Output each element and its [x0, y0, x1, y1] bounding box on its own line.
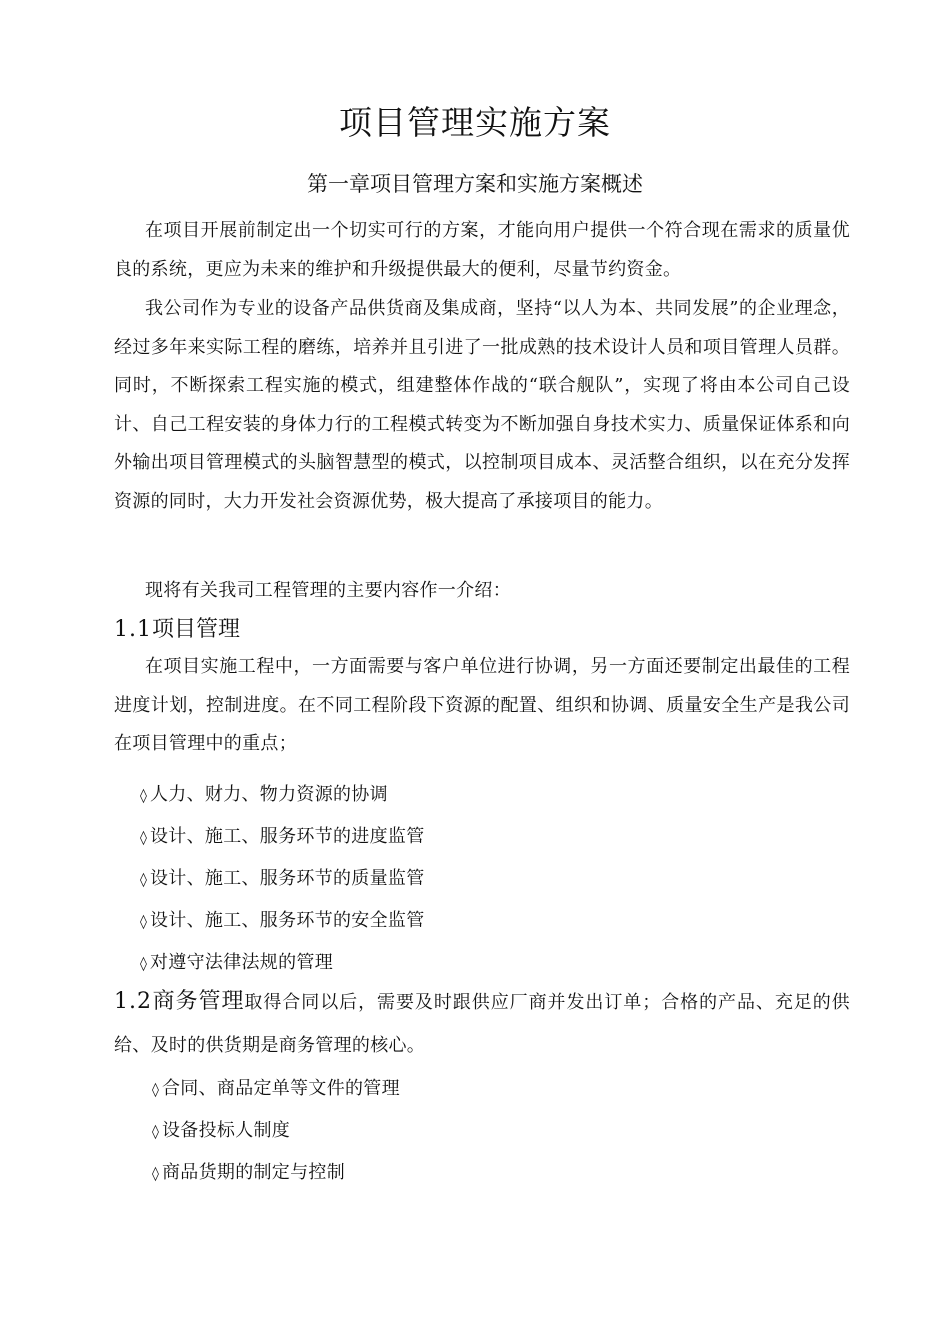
diamond-icon: ◊ — [140, 914, 148, 930]
intro-paragraph-2: 我公司作为专业的设备产品供货商及集成商，坚持“以人为本、共同发展”的企业理念，经过多年来实际工程的磨练，培养并且引进了一批成熟的技术设计人员和项目管理人员群。同时，不断探索工程实施的模式，组建整体作战的“联合舰队”，实现了将由本公司自己设计、自己工程安装的身体力行的工程模式转变为不断加强自身技术实力、质量保证体系和向外输出项目管理模式的头脑智慧型的模式，以控制项目成本、灵活整合组织，以在充分发挥资源的同时，大力开发社会资源优势，极大提高了承接项目的能力。 — [114, 298, 850, 512]
bullet-item: ◊ 设计、施工、服务环节的质量监管 — [140, 864, 425, 895]
diamond-icon: ◊ — [152, 1166, 160, 1182]
bullet-item: ◊ 合同、商品定单等文件的管理 — [152, 1074, 400, 1105]
section-number: 1.2 — [114, 989, 152, 1014]
bullet-item: ◊ 设备投标人制度 — [152, 1116, 290, 1147]
diamond-icon: ◊ — [152, 1124, 160, 1140]
section-title: 商务管理 — [152, 989, 245, 1014]
section-1-1-paragraph: 在项目实施工程中，一方面需要与客户单位进行协调，另一方面还要制定出最佳的工程进度计划，控制进度。在不同工程阶段下资源的配置、组织和协调、质量安全生产是我公司在项目管理中的重点； — [114, 656, 850, 754]
section-title: 项目管理 — [152, 617, 241, 642]
chapter-title: 第一章项目管理方案和实施方案概述 — [307, 172, 643, 196]
document-title: 项目管理实施方案 — [339, 103, 611, 142]
diamond-icon: ◊ — [140, 830, 148, 846]
bullet-item: ◊ 设计、施工、服务环节的进度监管 — [140, 822, 425, 853]
diamond-icon: ◊ — [152, 1082, 160, 1098]
bullet-item: ◊ 商品货期的制定与控制 — [152, 1158, 345, 1189]
section-number: 1.1 — [114, 617, 152, 642]
bullet-item: ◊ 设计、施工、服务环节的安全监管 — [140, 906, 425, 937]
section-1-2-text: 取得合同以后，需要及时跟供应厂商并发出订单；合格的产品、充足的供给、及时的供货期是商务管理的核心。 — [114, 992, 850, 1056]
diamond-icon: ◊ — [140, 788, 148, 804]
diamond-icon: ◊ — [140, 872, 148, 888]
intro-paragraph-1: 在项目开展前制定出一个切实可行的方案，才能向用户提供一个符合现在需求的质量优良的系统，更应为未来的维护和升级提供最大的便利，尽量节约资金。 — [114, 220, 850, 280]
diamond-icon: ◊ — [140, 956, 148, 972]
bullet-item: ◊ 对遵守法律法规的管理 — [140, 948, 333, 979]
intro-paragraph-3: 现将有关我司工程管理的主要内容作一介绍： — [145, 580, 511, 601]
bullet-item: ◊ 人力、财力、物力资源的协调 — [140, 780, 388, 811]
section-heading-1-1 — [114, 610, 240, 650]
section-1-2-block — [114, 980, 850, 1067]
